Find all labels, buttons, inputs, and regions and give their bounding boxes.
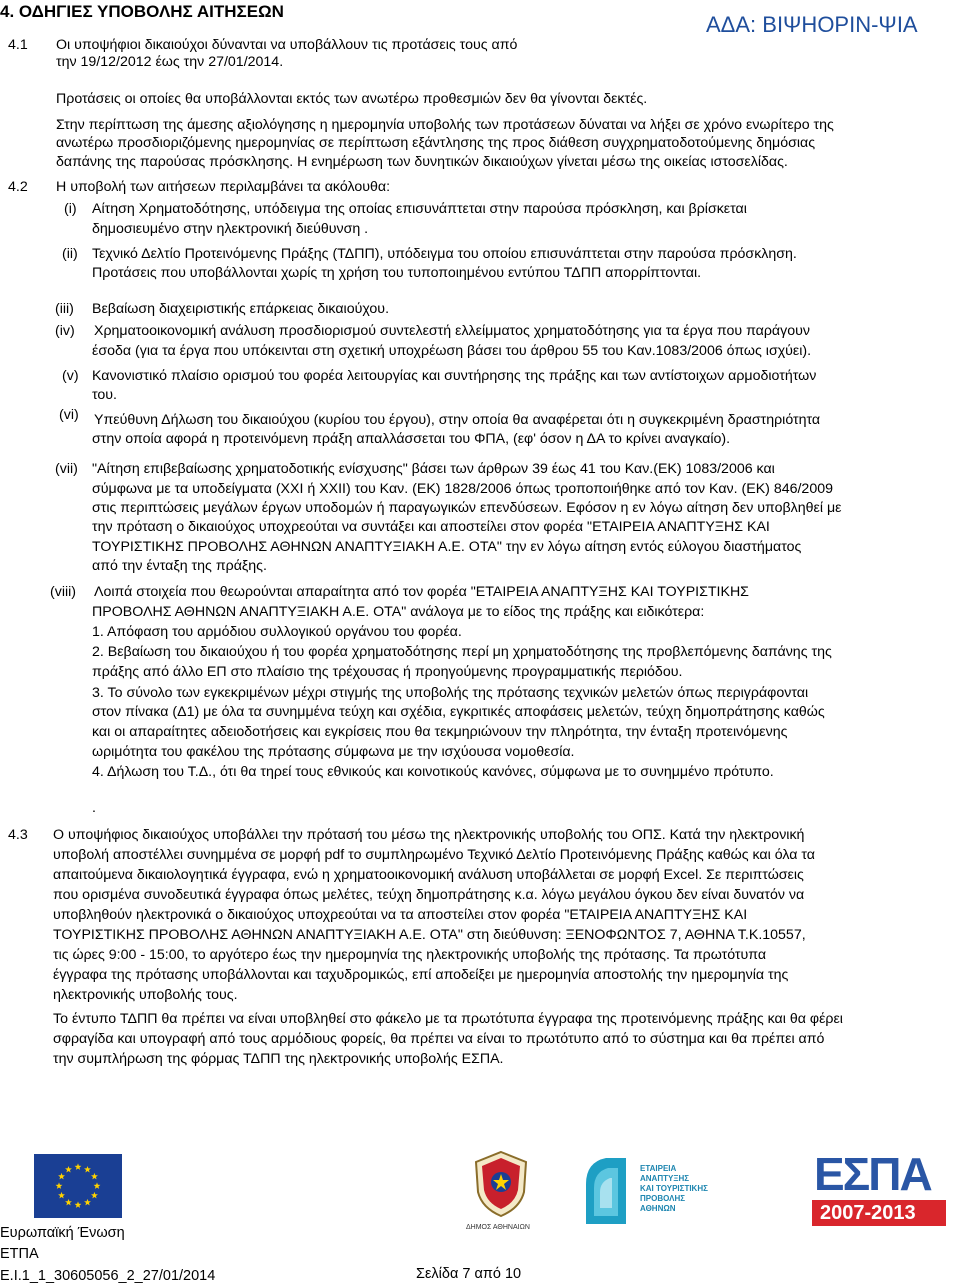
item-line: Κανονιστικό πλαίσιο ορισμού του φορέα λειτουργίας και συντήρησης της πράξης και των αντίστοιχων αρμοδιοτήτων bbox=[92, 368, 817, 384]
item-number: (vi) bbox=[59, 407, 79, 423]
item-number: (vii) bbox=[55, 461, 78, 477]
paragraph-line: Το έντυπο ΤΔΠΠ θα πρέπει να είναι υποβληθεί στο φάκελο με τα πρωτότυπα έγγραφα της προτεινόμενης πράξης και θα φέρει bbox=[53, 1011, 843, 1027]
item-line: του. bbox=[92, 387, 117, 403]
item-line: Υπεύθυνη Δήλωση του δικαιούχου (κυρίου του έργου), στην οποία θα αναφέρεται ότι η συγκεκριμένη δραστηριότητα bbox=[94, 412, 821, 428]
paragraph-line: Η υποβολή των αιτήσεων περιλαμβάνει τα ακόλουθα: bbox=[56, 179, 391, 195]
item-line: και οι απαραίτητες αδειοδοτήσεις και εγκρίσεις που θα τεκμηριώνουν την πληρότητα, την ένταξη προτεινόμενης bbox=[92, 724, 788, 740]
item-number: (ii) bbox=[62, 246, 78, 262]
municipality-label: ΔΗΜΟΣ ΑΘΗΝΑΙΩΝ bbox=[466, 1224, 530, 1231]
item-line: 4. Δήλωση του Τ.Δ., ότι θα τηρεί τους εθνικούς και κοινοτικούς κανόνες, σύμφωνα με το συνημμένο πρότυπο. bbox=[92, 764, 774, 780]
item-line: 2. Βεβαίωση του δικαιούχου ή του φορέα χρηματοδότησης περί μη χρηματοδότησης της προβλεπόμενης δαπάνης της bbox=[92, 644, 832, 660]
fund-label: ΕΤΠΑ bbox=[0, 1246, 39, 1262]
eu-flag-icon bbox=[34, 1154, 122, 1218]
agency-name-line: ΚΑΙ ΤΟΥΡΙΣΤΙΚΗΣ bbox=[640, 1184, 708, 1193]
item-number: (viii) bbox=[50, 584, 76, 600]
municipality-emblem-icon bbox=[470, 1148, 532, 1222]
agency-name-line: ΑΝΑΠΤΥΞΗΣ bbox=[640, 1174, 690, 1183]
item-number: (iii) bbox=[55, 301, 74, 317]
paragraph-line: υποβολή αποστέλλει συνημμένα σε μορφή pdf το συμπληρωμένο Τεχνικό Δελτίο Προτεινόμενης Πράξης καθώς και όλα τα bbox=[53, 847, 815, 863]
agency-name-line: ΑΘΗΝΩΝ bbox=[640, 1204, 676, 1213]
paragraph-line: που ορισμένα συνοδευτικά έγγραφα όπως μελέτες, τεύχη δημοπράτησης κ.α. λόγω μεγάλου όγκου δεν είναι δυνατόν να bbox=[53, 887, 805, 903]
espa-logo-text: ΕΣΠΑ bbox=[814, 1148, 931, 1200]
item-line: την πρόταση ο δικαιούχος υποχρεούται να συντάξει και αποστείλει στον φορέα "ΕΤΑΙΡΕΙΑ ΑΝΑΠΤΥΞΗΣ ΚΑΙ bbox=[92, 519, 770, 535]
item-number: (iv) bbox=[55, 323, 75, 339]
page-number: Σελίδα 7 από 10 bbox=[416, 1266, 522, 1282]
paragraph-line: Οι υποψήφιοι δικαιούχοι δύνανται να υποβάλλουν τις προτάσεις τους από bbox=[56, 37, 518, 53]
item-line: Χρηματοοικονομική ανάλυση προσδιορισμού συντελεστή ελλείμματος χρηματοδότησης για τα έργα που παράγουν bbox=[94, 323, 810, 339]
section-heading: 4. ΟΔΗΓΙΕΣ ΥΠΟΒΟΛΗΣ ΑΙΤΗΣΕΩΝ bbox=[0, 2, 284, 21]
item-number: (v) bbox=[62, 368, 79, 384]
item-line: σύμφωνα με τα υποδείγματα (XXI ή XXII) του Καν. (ΕΚ) 1828/2006 όπως τροποποιήθηκε από τον Καν. (ΕΚ) 846/2009 bbox=[92, 481, 833, 497]
paragraph-line: ανωτέρω προσδιοριζόμενης ημερομηνίας σε περίπτωση εξάντλησης της προς διάθεση συγχρηματοδοτούμενης δημόσιας bbox=[56, 135, 816, 151]
item-line: Αίτηση Χρηματοδότησης, υπόδειγμα της οποίας επισυνάπτεται στην παρούσα πρόσκληση, και βρίσκεται bbox=[92, 201, 747, 217]
agency-name-line: ΕΤΑΙΡΕΙΑ bbox=[640, 1164, 677, 1173]
section-number-4-1: 4.1 bbox=[8, 37, 28, 53]
agency-logo-icon bbox=[582, 1154, 630, 1228]
espa-years-text: 2007-2013 bbox=[820, 1202, 916, 1224]
item-line: πράξης από άλλο ΕΠ στο πλαίσιο της τρέχουσας ή προηγούμενης προγραμματικής περιόδου. bbox=[92, 664, 683, 680]
item-number: (i) bbox=[64, 201, 77, 217]
document-code: E.I.1_1_30605056_2_27/01/2014 bbox=[0, 1268, 216, 1284]
agency-name bbox=[640, 1164, 708, 1214]
paragraph-line: ΤΟΥΡΙΣΤΙΚΗΣ ΠΡΟΒΟΛΗΣ ΑΘΗΝΩΝ ΑΝΑΠΤΥΞΙΑΚΗ Α.Ε. ΟΤΑ" στη διεύθυνση: ΞΕΝΟΦΩΝΤΟΣ 7, ΑΘΗΝΑ Τ.Κ.10557, bbox=[53, 927, 806, 943]
ada-code: ΑΔΑ: ΒΙΨΗΟΡΙΝ-ΨΙΑ bbox=[706, 12, 918, 37]
section-number-4-3: 4.3 bbox=[8, 827, 28, 843]
item-line: στην οποία αφορά η προτεινόμενη πράξη απαλλάσσεται του ΦΠΑ, (εφ' όσον η ΔΑ το κρίνει αναγκαίο). bbox=[92, 431, 731, 447]
paragraph-line: τις ώρες 9:00 - 15:00, το αργότερο έως την ημερομηνία της ηλεκτρονικής υποβολής της πρότασης. Τα πρωτότυπα bbox=[53, 947, 767, 963]
paragraph-line: Στην περίπτωση της άμεσης αξιολόγησης η ημερομηνία υποβολής των προτάσεων δύναται να λήξει σε χρόνο ενωρίτερο της bbox=[56, 117, 834, 133]
item-line: από την ένταξη της πράξης. bbox=[92, 558, 267, 574]
item-line: δημοσιευμένο στην ηλεκτρονική διεύθυνση . bbox=[92, 221, 369, 237]
item-line: στον πίνακα (Δ1) με όλα τα συνημμένα τεύχη και σχέδια, εγκριτικές αποφάσεις μελετών, τεύχη δημοπράτησης καθώς bbox=[92, 704, 825, 720]
stray-dot: . bbox=[92, 800, 96, 816]
section-number-4-2: 4.2 bbox=[8, 179, 28, 195]
paragraph-line: υποβληθούν ηλεκτρονικά ο δικαιούχος υποχρεούται να τα αποστείλει στον φορέα "ΕΤΑΙΡΕΙΑ ΑΝΑΠΤΥΞΗΣ ΚΑΙ bbox=[53, 907, 748, 923]
item-line: Βεβαίωση διαχειριστικής επάρκειας δικαιούχου. bbox=[92, 301, 390, 317]
item-line: Τεχνικό Δελτίο Προτεινόμενης Πράξης (ΤΔΠΠ), υπόδειγμα του οποίου επισυνάπτεται στην παρούσα πρόσκληση. bbox=[92, 246, 797, 262]
item-line: 1. Απόφαση του αρμόδιου συλλογικού οργάνου του φορέα. bbox=[92, 624, 462, 640]
paragraph-line: σφραγίδα και υπογραφή από τους αρμόδιους φορείς, θα πρέπει να είναι το πρωτότυπο από το σύστημα και θα πρέπει από bbox=[53, 1031, 825, 1047]
paragraph-line: απαιτούμενα δικαιολογητικά έγγραφα, ενώ η χρηματοοικονομική ανάλυση υποβάλλεται σε μορφή Excel. Σε περιπτώσεις bbox=[53, 867, 804, 883]
paragraph-line: την συμπλήρωση της φόρμας ΤΔΠΠ της ηλεκτρονικής υποβολής ΕΣΠΑ. bbox=[53, 1051, 504, 1067]
item-line: 3. Το σύνολο των εγκεκριμένων μέχρι στιγμής της υποβολής της πρότασης τεχνικών μελετών όπως περιγράφονται bbox=[92, 685, 809, 701]
item-line: στις περιπτώσεις μεγάλων έργων υποδομών ή παραγωγικών επενδύσεων. Εφόσον η εν λόγω αίτηση δεν υποβληθεί με bbox=[92, 500, 842, 516]
eu-label: Ευρωπαϊκή Ένωση bbox=[0, 1225, 125, 1241]
item-line: έσοδα (για τα έργα που υπόκεινται στη σχετική υποχρέωση βάσει του άρθρου 55 του Καν.1083/2006 όπως ισχύει). bbox=[92, 343, 812, 359]
item-line: ΠΡΟΒΟΛΗΣ ΑΘΗΝΩΝ ΑΝΑΠΤΥΞΙΑΚΗ Α.Ε. ΟΤΑ" ανάλογα με το είδος της πράξης και ειδικότερα: bbox=[92, 604, 705, 620]
item-line: ΤΟΥΡΙΣΤΙΚΗΣ ΠΡΟΒΟΛΗΣ ΑΘΗΝΩΝ ΑΝΑΠΤΥΞΙΑΚΗ Α.Ε. ΟΤΑ" την εν λόγω αίτηση εντός εύλογου διαστήματος bbox=[92, 539, 802, 555]
paragraph-line: έγγραφα της πρότασης υποβάλλονται και ταχυδρομικώς, επί αποδείξει με ημερομηνία αποστολής την ημερομηνία της bbox=[53, 967, 789, 983]
agency-name-line: ΠΡΟΒΟΛΗΣ bbox=[640, 1194, 686, 1203]
item-line: Προτάσεις που υποβάλλονται χωρίς τη χρήση του τυποποιημένου εντύπου ΤΔΠΠ απορρίπτονται. bbox=[92, 265, 702, 281]
paragraph-line: ηλεκτρονικής υποβολής τους. bbox=[53, 987, 238, 1003]
paragraph-line: δαπάνης της παρούσας πρόσκλησης. Η ενημέρωση των δυνητικών δικαιούχων γίνεται μέσω της οικείας ιστοσελίδας. bbox=[56, 154, 788, 170]
paragraph-line: την 19/12/2012 έως την 27/01/2014. bbox=[56, 54, 284, 70]
espa-logo bbox=[812, 1150, 948, 1230]
paragraph-line: Προτάσεις οι οποίες θα υποβάλλονται εκτός των ανωτέρω προθεσμιών δεν θα γίνονται δεκτές. bbox=[56, 91, 648, 107]
item-line: Λοιπά στοιχεία που θεωρούνται απαραίτητα από τον φορέα "ΕΤΑΙΡΕΙΑ ΑΝΑΠΤΥΞΗΣ ΚΑΙ ΤΟΥΡΙΣΤΙΚΗΣ bbox=[94, 584, 749, 600]
item-line: ωριμότητα του φακέλου της πρότασης σύμφωνα με την ισχύουσα νομοθεσία. bbox=[92, 744, 575, 760]
item-line: "Αίτηση επιβεβαίωσης χρηματοδοτικής ενίσχυσης" βάσει των άρθρων 39 έως 41 του Καν.(ΕΚ) 1083/2006 και bbox=[92, 461, 775, 477]
paragraph-line: Ο υποψήφιος δικαιούχος υποβάλλει την πρότασή του μέσω της ηλεκτρονικής υποβολής του ΟΠΣ. Κατά την ηλεκτρονική bbox=[53, 827, 805, 843]
